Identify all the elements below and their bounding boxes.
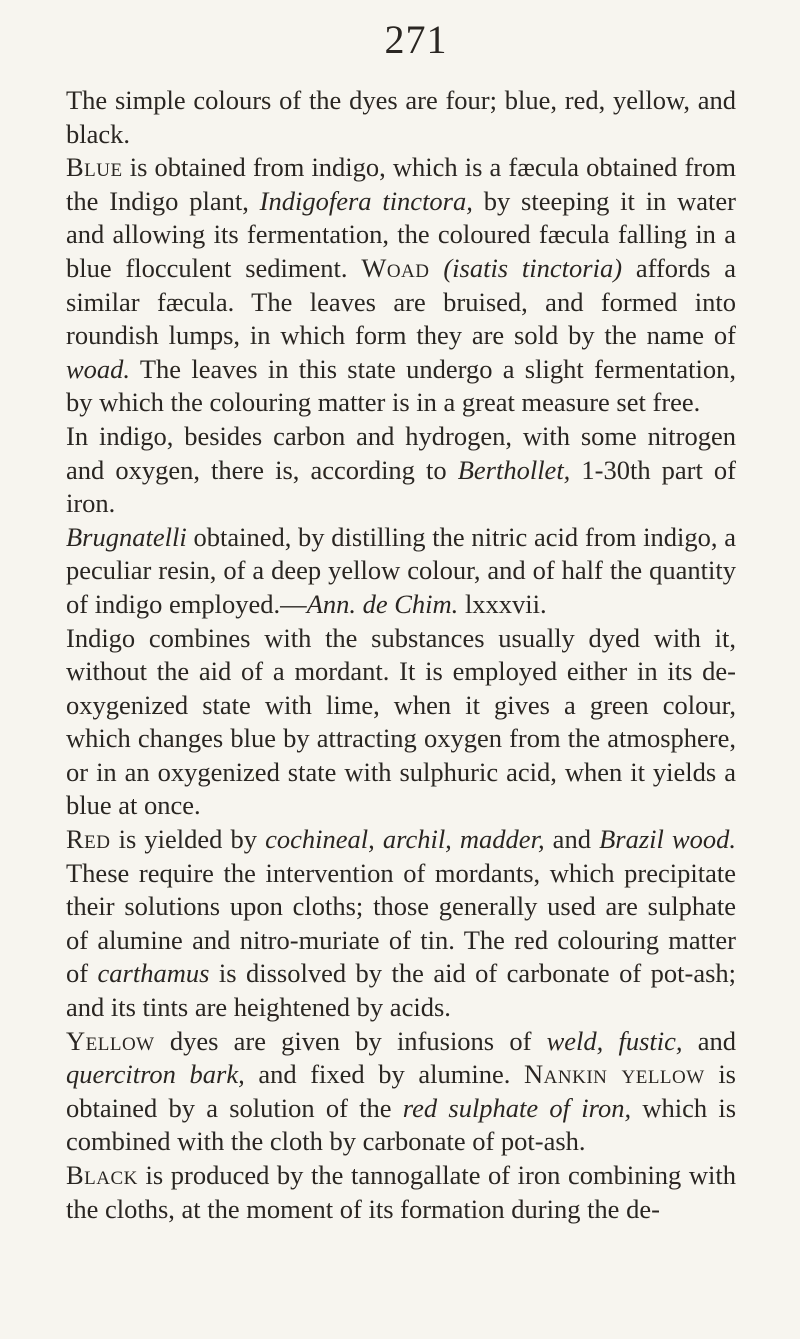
text: In indigo, besides carbon and hydrogen, with some nitrogen and oxygen, there is, according to — [66, 420, 736, 485]
heading-red: Red — [66, 824, 111, 855]
intro-text: The simple colours of the dyes are four; blue, red, yellow, and black. — [66, 85, 736, 149]
text: obtained, by distilling the nitric acid from indigo, a peculiar resin, of a deep yellow colour, and of half the quantity of indigo employed.— — [66, 521, 736, 619]
text: affords a similar fæcula. The leaves are bruised, and formed into roundish lumps, in which form they are sold by the name of — [66, 252, 737, 351]
paragraph-brugnatelli — [66, 521, 736, 622]
italic-term: cochineal, archil, madder, — [265, 824, 545, 855]
heading-black: Black — [66, 1160, 138, 1190]
text: and fixed by alumine. — [244, 1059, 525, 1090]
text: These require the intervention of mordants, which precipitate their solutions upon cloths; those generally used are sulphate of alumine and nitro-muriate of tin. The red colouring matter of — [66, 857, 736, 989]
italic-term: Berthollet, — [457, 454, 571, 485]
text: dyes are given by infusions of — [154, 1025, 547, 1056]
text: and — [682, 1025, 736, 1056]
text: The leaves in this state undergo a slight fermentation, by which the colouring matter is in a great measure set free. — [66, 353, 736, 418]
text: lxxxvii. — [458, 588, 547, 619]
italic-term: Brugnatelli — [66, 521, 187, 552]
text: by steeping it in water and allowing its fermentation, the coloured fæcula falling in a blue flocculent sediment. — [66, 185, 736, 283]
italic-term: Brazil wood. — [599, 824, 737, 855]
italic-term: Indigofera tinctora, — [259, 185, 473, 216]
text: and — [544, 824, 600, 855]
heading-yellow: Yellow — [66, 1025, 155, 1056]
text: 1-30th part of iron. — [66, 454, 736, 519]
heading-woad: Woad — [361, 252, 430, 283]
heading-nankin-yellow: Nankin yellow — [524, 1059, 705, 1090]
paragraph-indigo-mordant — [66, 622, 736, 824]
text: Indigo combines with the substances usually dyed with it, without the aid of a mordant. It is employed either in its de-oxygenized state with lime, when it gives a green colour, which changes blue by attracting oxygen from the atmosphere, or in an oxygenized state with sulphuric acid, when it yields a blue at once. — [66, 622, 736, 821]
text: is yielded by — [110, 824, 266, 855]
italic-term: carthamus — [97, 958, 210, 989]
italic-term: quercitron bark, — [66, 1059, 245, 1090]
italic-term: red sulphate of iron, — [402, 1092, 632, 1123]
text: is produced by the tannogallate of iron combining with the cloths, at the moment of its formation during the de- — [66, 1160, 736, 1224]
italic-term: (isatis tinctoria) — [429, 252, 623, 283]
paragraph-yellow — [66, 1025, 736, 1159]
text: is dissolved by the aid of carbonate of pot-ash; and its tints are heightened by acids. — [66, 958, 737, 1023]
paragraph-black — [66, 1159, 736, 1226]
heading-blue: Blue — [66, 152, 123, 183]
text: which is combined with the cloth by carbonate of pot-ash. — [66, 1092, 737, 1157]
paragraph-intro — [66, 84, 736, 151]
paragraph-red — [66, 823, 736, 1025]
citation: Ann. de Chim. — [306, 588, 459, 619]
italic-term: woad. — [66, 353, 131, 384]
paragraph-blue — [66, 151, 736, 420]
text: is obtained by a solution of the — [66, 1059, 736, 1123]
page-number: 271 — [384, 17, 448, 62]
text: is obtained from indigo, which is a fæcula obtained from the Indigo plant, — [66, 152, 736, 216]
paragraph-indigo-composition — [66, 420, 736, 521]
italic-term: weld, fustic, — [546, 1025, 683, 1056]
